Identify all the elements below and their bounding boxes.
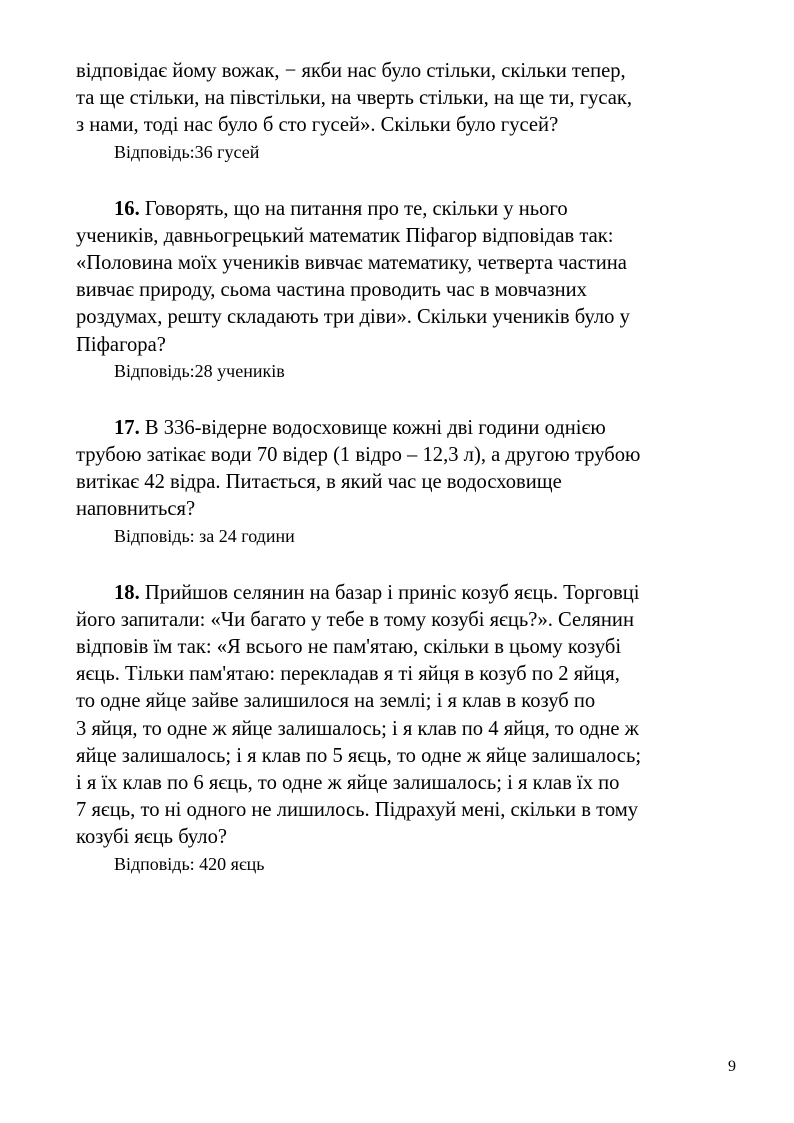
- text-line: 18. Прийшов селянин на базар і приніс козуб яєць. Торговці: [114, 581, 640, 604]
- text-line: 7 яєць, то ні одного не лишилось. Підрахуй мені, скільки в тому: [76, 799, 639, 822]
- problem-number: 16.: [114, 197, 140, 220]
- problem-15-answer: Відповідь:36 гусей: [114, 141, 260, 162]
- text-line: то одне яйце зайве залишилося на землі; і я клав в козуб по: [76, 690, 596, 713]
- problem-16-answer: Відповідь:28 учеників: [114, 360, 285, 381]
- problem-16-text: [76, 196, 746, 359]
- text-line: яєць. Тільки пам'ятаю: перекладав я ті яйця в козуб по 2 яйця,: [76, 663, 620, 686]
- text-line: козубі яєць було?: [76, 826, 228, 849]
- page-number: 9: [728, 1058, 736, 1075]
- problem-number: 17.: [114, 416, 140, 439]
- problem-18-answer: Відповідь: 420 яєць: [114, 853, 265, 874]
- text-line: 16. Говорять, що на питання про те, скільки у нього: [114, 197, 568, 220]
- text-line: вивчає природу, сьома частина проводить час в мовчазних: [76, 279, 587, 302]
- text-line: з нами, тоді нас було б сто гусей». Скільки було гусей?: [76, 114, 559, 137]
- text-line: наповниться?: [76, 498, 196, 521]
- text-line: витікає 42 відра. Питається, в який час це водосховище: [76, 471, 562, 494]
- text-line: відповів їм так: «Я всього не пам'ятаю, скільки в цьому козубі: [76, 636, 622, 659]
- text-line: «Половина моїх учеників вивчає математику, четверта частина: [76, 252, 627, 275]
- text-line: його запитали: «Чи багато у тебе в тому козубі яєць?». Селянин: [76, 608, 634, 631]
- text-line: роздумах, решту складають три діви». Скільки учеників було у: [76, 306, 630, 329]
- problem-15-text: [76, 58, 746, 140]
- text-line: трубою затікає води 70 відер (1 відро – 12,3 л), а другою трубою: [76, 444, 641, 467]
- text-line: 3 яйця, то одне ж яйце залишалось; і я клав по 4 яйця, то одне ж: [76, 717, 639, 740]
- text-line: Піфагора?: [76, 333, 166, 356]
- text-line: і я їх клав по 6 яєць, то одне ж яйце залишалось; і я клав їх по: [76, 772, 620, 795]
- problem-number: 18.: [114, 581, 140, 604]
- text-line: 17. В 336-відерне водосховище кожні дві години однією: [114, 416, 606, 439]
- problem-18-text: [76, 580, 746, 852]
- problem-17-text: [76, 415, 746, 524]
- text-line: учеників, давньогрецький математик Піфагор відповідав так:: [76, 224, 614, 247]
- text-line: та ще стільки, на півстільки, на чверть стільки, на ще ти, гусак,: [76, 87, 633, 110]
- document-page: [76, 58, 746, 876]
- text-line: відповідає йому вожак, − якби нас було стільки, скільки тепер,: [76, 60, 626, 82]
- problem-17-answer: Відповідь: за 24 години: [114, 525, 295, 546]
- text-line: яйце залишалось; і я клав по 5 яєць, то одне ж яйце залишалось;: [76, 744, 642, 767]
